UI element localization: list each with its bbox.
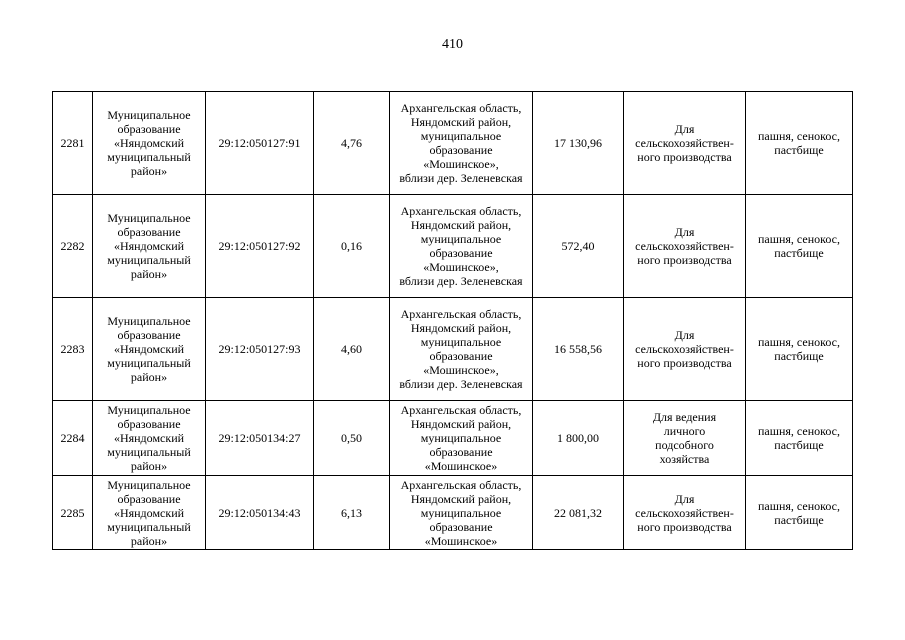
land-type-line: пашня, сенокос, [758, 424, 840, 438]
page-number: 410 [442, 37, 463, 52]
location-line: Архангельская область, [400, 403, 522, 417]
table-row [53, 476, 853, 550]
purpose-line: личного [663, 424, 706, 438]
owner-cell [93, 195, 206, 298]
location-line: Архангельская область, [400, 204, 522, 218]
location-cell [390, 476, 533, 550]
table-row [53, 92, 853, 195]
location-line: Архангельская область, [400, 101, 522, 115]
owner-line: Муниципальное [107, 211, 191, 225]
land-type-line: пашня, сенокос, [758, 129, 840, 143]
location-line: муниципальное [420, 232, 502, 246]
purpose-line: Для [674, 122, 695, 136]
location-line: вблизи дер. Зеленевская [399, 171, 523, 185]
owner-line: образование [117, 491, 181, 506]
purpose-line: сельскохозяйствен- [635, 136, 734, 150]
owner-line: муниципальный [107, 150, 191, 164]
owner-line: Муниципальное [107, 108, 191, 122]
location-line: «Мошинское» [424, 459, 498, 473]
purpose-line: Для [674, 491, 695, 506]
location-line: «Мошинское», [423, 363, 499, 377]
owner-line: муниципальный [107, 445, 191, 459]
location-line: образование [429, 143, 493, 157]
owner-line: район» [130, 459, 168, 473]
purpose-line: ного производства [637, 150, 732, 164]
cadastral-number: 29:12:050134:27 [206, 401, 314, 476]
purpose-line: подсобного [655, 438, 714, 452]
table-row [53, 195, 853, 298]
owner-line: муниципальный [107, 519, 191, 534]
land-type-line: пастбище [774, 143, 824, 157]
purpose-cell [624, 92, 746, 195]
owner-line: «Няндомский [113, 431, 185, 445]
cadastral-number: 29:12:050134:43 [206, 476, 314, 550]
row-number: 2282 [53, 195, 93, 298]
row-number: 2285 [53, 476, 93, 550]
owner-line: район» [130, 533, 168, 548]
area-cell: 0,16 [314, 195, 390, 298]
location-cell [390, 195, 533, 298]
land-type-line: пастбище [774, 512, 824, 527]
land-type-line: пашня, сенокос, [758, 335, 840, 349]
owner-line: Муниципальное [107, 403, 191, 417]
owner-line: образование [117, 225, 181, 239]
purpose-line: сельскохозяйствен- [635, 505, 734, 520]
purpose-line: хозяйства [659, 452, 710, 466]
location-cell [390, 92, 533, 195]
owner-cell [93, 92, 206, 195]
value-cell: 1 800,00 [533, 401, 624, 476]
purpose-line: сельскохозяйствен- [635, 342, 734, 356]
value-cell: 17 130,96 [533, 92, 624, 195]
location-line: муниципальное [420, 335, 502, 349]
land-type-line: пашня, сенокос, [758, 498, 840, 513]
land-type-cell [746, 195, 853, 298]
purpose-line: Для ведения [652, 410, 717, 424]
owner-line: «Няндомский [113, 505, 185, 520]
owner-line: «Няндомский [113, 239, 185, 253]
location-line: муниципальное [420, 431, 502, 445]
owner-cell [93, 476, 206, 550]
purpose-line: ного производства [637, 253, 732, 267]
purpose-line: Для [674, 225, 695, 239]
owner-line: образование [117, 328, 181, 342]
land-type-cell [746, 298, 853, 401]
land-type-line: пастбище [774, 246, 824, 260]
location-line: образование [429, 349, 493, 363]
purpose-cell [624, 401, 746, 476]
owner-line: Муниципальное [107, 314, 191, 328]
owner-cell [93, 298, 206, 401]
land-type-cell [746, 401, 853, 476]
value-cell: 22 081,32 [533, 476, 624, 550]
location-line: Архангельская область, [400, 477, 522, 492]
location-line: образование [429, 519, 493, 534]
area-cell: 4,76 [314, 92, 390, 195]
row-number: 2284 [53, 401, 93, 476]
location-line: муниципальное [420, 129, 502, 143]
owner-line: район» [130, 370, 168, 384]
location-line: «Мошинское» [424, 533, 498, 548]
owner-line: Муниципальное [107, 477, 191, 492]
purpose-line: сельскохозяйствен- [635, 239, 734, 253]
location-line: Няндомский район, [410, 491, 512, 506]
purpose-line: Для [674, 328, 695, 342]
purpose-line: ного производства [637, 356, 732, 370]
row-number: 2283 [53, 298, 93, 401]
row-number: 2281 [53, 92, 93, 195]
value-cell: 16 558,56 [533, 298, 624, 401]
value-cell: 572,40 [533, 195, 624, 298]
location-line: образование [429, 246, 493, 260]
location-line: вблизи дер. Зеленевская [399, 274, 523, 288]
owner-line: район» [130, 164, 168, 178]
land-registry-table [52, 91, 853, 550]
owner-line: «Няндомский [113, 342, 185, 356]
table-row [53, 401, 853, 476]
location-line: Архангельская область, [400, 307, 522, 321]
area-cell: 4,60 [314, 298, 390, 401]
owner-cell [93, 401, 206, 476]
location-cell [390, 401, 533, 476]
cadastral-number: 29:12:050127:92 [206, 195, 314, 298]
purpose-line: ного производства [637, 519, 732, 534]
owner-line: муниципальный [107, 356, 191, 370]
owner-line: «Няндомский [113, 136, 185, 150]
land-type-cell [746, 476, 853, 550]
land-type-cell [746, 92, 853, 195]
owner-line: муниципальный [107, 253, 191, 267]
cadastral-number: 29:12:050127:91 [206, 92, 314, 195]
location-line: Няндомский район, [410, 218, 512, 232]
location-line: Няндомский район, [410, 321, 512, 335]
purpose-cell [624, 298, 746, 401]
location-cell [390, 298, 533, 401]
owner-line: район» [130, 267, 168, 281]
location-line: образование [429, 445, 493, 459]
location-line: «Мошинское», [423, 260, 499, 274]
location-line: вблизи дер. Зеленевская [399, 377, 523, 391]
location-line: муниципальное [420, 505, 502, 520]
purpose-cell [624, 195, 746, 298]
area-cell: 0,50 [314, 401, 390, 476]
land-type-line: пастбище [774, 438, 824, 452]
land-type-line: пастбище [774, 349, 824, 363]
purpose-cell [624, 476, 746, 550]
location-line: «Мошинское», [423, 157, 499, 171]
owner-line: образование [117, 417, 181, 431]
location-line: Няндомский район, [410, 115, 512, 129]
cadastral-number: 29:12:050127:93 [206, 298, 314, 401]
table-row [53, 298, 853, 401]
owner-line: образование [117, 122, 181, 136]
area-cell: 6,13 [314, 476, 390, 550]
location-line: Няндомский район, [410, 417, 512, 431]
land-type-line: пашня, сенокос, [758, 232, 840, 246]
